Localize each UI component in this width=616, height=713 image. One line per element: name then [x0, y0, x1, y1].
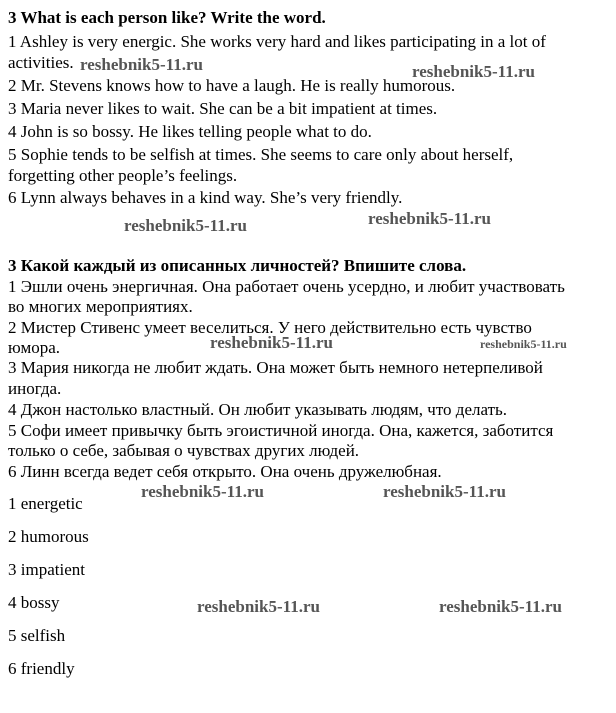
- english-heading: 3 What is each person like? Write the word.: [8, 8, 326, 27]
- russian-heading: 3 Какой каждый из описанных личностей? Впишите слова.: [8, 256, 467, 275]
- russian-line: 3 Мария никогда не любит ждать. Она может быть немного нетерпеливой: [8, 358, 543, 377]
- russian-line: 2 Мистер Стивенс умеет веселиться. У него действительно есть чувство: [8, 318, 532, 337]
- watermark: reshebnik5-11.ru: [368, 209, 491, 228]
- watermark: reshebnik5-11.ru: [197, 597, 320, 616]
- russian-line: только о себе, забывая о чувствах других людей.: [8, 441, 360, 460]
- english-line: 6 Lynn always behaves in a kind way. She’s very friendly.: [8, 188, 403, 207]
- english-line: 1 Ashley is very energic. She works very hard and likes participating in a lot of: [8, 32, 546, 51]
- russian-line: юмора.: [8, 338, 61, 357]
- watermark: reshebnik5-11.ru: [439, 597, 562, 616]
- english-line: 5 Sophie tends to be selfish at times. She seems to care only about herself,: [8, 145, 514, 164]
- english-line: forgetting other people’s feelings.: [8, 166, 238, 185]
- english-line: 2 Mr. Stevens knows how to have a laugh. He is really humorous.: [8, 76, 456, 95]
- answer-item: 2 humorous: [8, 527, 89, 546]
- answer-item: 6 friendly: [8, 659, 75, 678]
- watermark: reshebnik5-11.ru: [80, 55, 203, 74]
- english-line: activities.: [8, 53, 74, 72]
- answer-item: 5 selfish: [8, 626, 66, 645]
- russian-line: 6 Линн всегда ведет себя открыто. Она очень дружелюбная.: [8, 462, 442, 481]
- russian-line: 5 Софи имеет привычку быть эгоистичной иногда. Она, кажется, заботится: [8, 421, 554, 440]
- english-line: 3 Maria never likes to wait. She can be a bit impatient at times.: [8, 99, 438, 118]
- answer-item: 4 bossy: [8, 593, 60, 612]
- russian-line: во многих мероприятиях.: [8, 297, 193, 316]
- answer-item: 1 energetic: [8, 494, 83, 513]
- answer-item: 3 impatient: [8, 560, 85, 579]
- watermark: reshebnik5-11.ru: [210, 333, 333, 352]
- english-line: 4 John is so bossy. He likes telling people what to do.: [8, 122, 372, 141]
- russian-line: 1 Эшли очень энергичная. Она работает очень усердно, и любит участвовать: [8, 277, 565, 296]
- russian-line: 4 Джон настолько властный. Он любит указывать людям, что делать.: [8, 400, 508, 419]
- watermark: reshebnik5-11.ru: [412, 62, 535, 81]
- watermark: reshebnik5-11.ru: [124, 216, 247, 235]
- watermark: reshebnik5-11.ru: [141, 482, 264, 501]
- watermark: reshebnik5-11.ru: [383, 482, 506, 501]
- watermark: reshebnik5-11.ru: [480, 337, 567, 351]
- russian-line: иногда.: [8, 379, 62, 398]
